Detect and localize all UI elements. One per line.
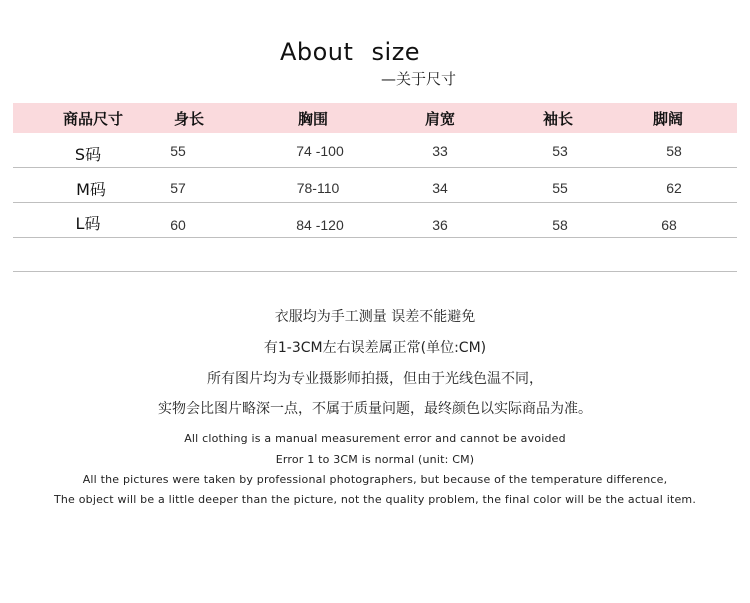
page-title: About size <box>279 38 421 66</box>
column-header-shoulder: 肩宽 <box>424 110 456 128</box>
table-row-size-label: M码 <box>76 180 106 199</box>
row-divider <box>13 202 737 203</box>
table-cell: 62 <box>666 180 682 196</box>
row-divider <box>13 167 737 168</box>
table-cell: 84 -120 <box>296 217 344 233</box>
table-cell: 34 <box>432 180 448 196</box>
table-cell: 58 <box>666 143 682 159</box>
table-cell: 58 <box>552 217 568 233</box>
table-row-size-label: S码 <box>74 145 102 164</box>
column-header-body-length: 身长 <box>173 110 205 128</box>
note-cn-line: 实物会比图片略深一点，不属于质量问题，最终颜色以实际商品为准。 <box>158 401 592 417</box>
page-subtitle: —关于尺寸 <box>381 70 457 88</box>
note-en-line: All the pictures were taken by professional photographers, but because of the temperature difference, <box>82 473 668 486</box>
row-divider <box>13 237 737 238</box>
table-cell: 33 <box>432 143 448 159</box>
table-bottom-divider <box>13 271 737 272</box>
column-header-sleeve: 袖长 <box>542 110 574 128</box>
table-cell: 36 <box>432 217 448 233</box>
table-cell: 53 <box>552 143 568 159</box>
note-cn-line: 衣服均为手工测量 误差不能避免 <box>274 309 476 325</box>
table-cell: 68 <box>661 217 677 233</box>
note-en-line: Error 1 to 3CM is normal (unit: CM) <box>275 453 475 466</box>
column-header-chest: 胸围 <box>297 110 329 128</box>
note-cn-line: 有1-3CM左右误差属正常(单位:CM) <box>263 340 487 356</box>
table-cell: 78-110 <box>296 180 340 196</box>
note-en-line: All clothing is a manual measurement error and cannot be avoided <box>184 432 566 445</box>
note-cn-line: 所有图片均为专业摄影师拍摄，但由于光线色温不同， <box>207 371 543 387</box>
table-cell: 60 <box>170 217 186 233</box>
table-cell: 74 -100 <box>296 143 344 159</box>
table-cell: 55 <box>170 143 186 159</box>
table-row-size-label: L码 <box>75 214 101 233</box>
column-header-hem: 脚阔 <box>652 110 684 128</box>
column-header-size: 商品尺寸 <box>62 110 124 128</box>
table-cell: 57 <box>170 180 186 196</box>
note-en-line: The object will be a little deeper than the picture, not the quality problem, the final color will be the actual item. <box>53 493 697 506</box>
table-cell: 55 <box>552 180 568 196</box>
